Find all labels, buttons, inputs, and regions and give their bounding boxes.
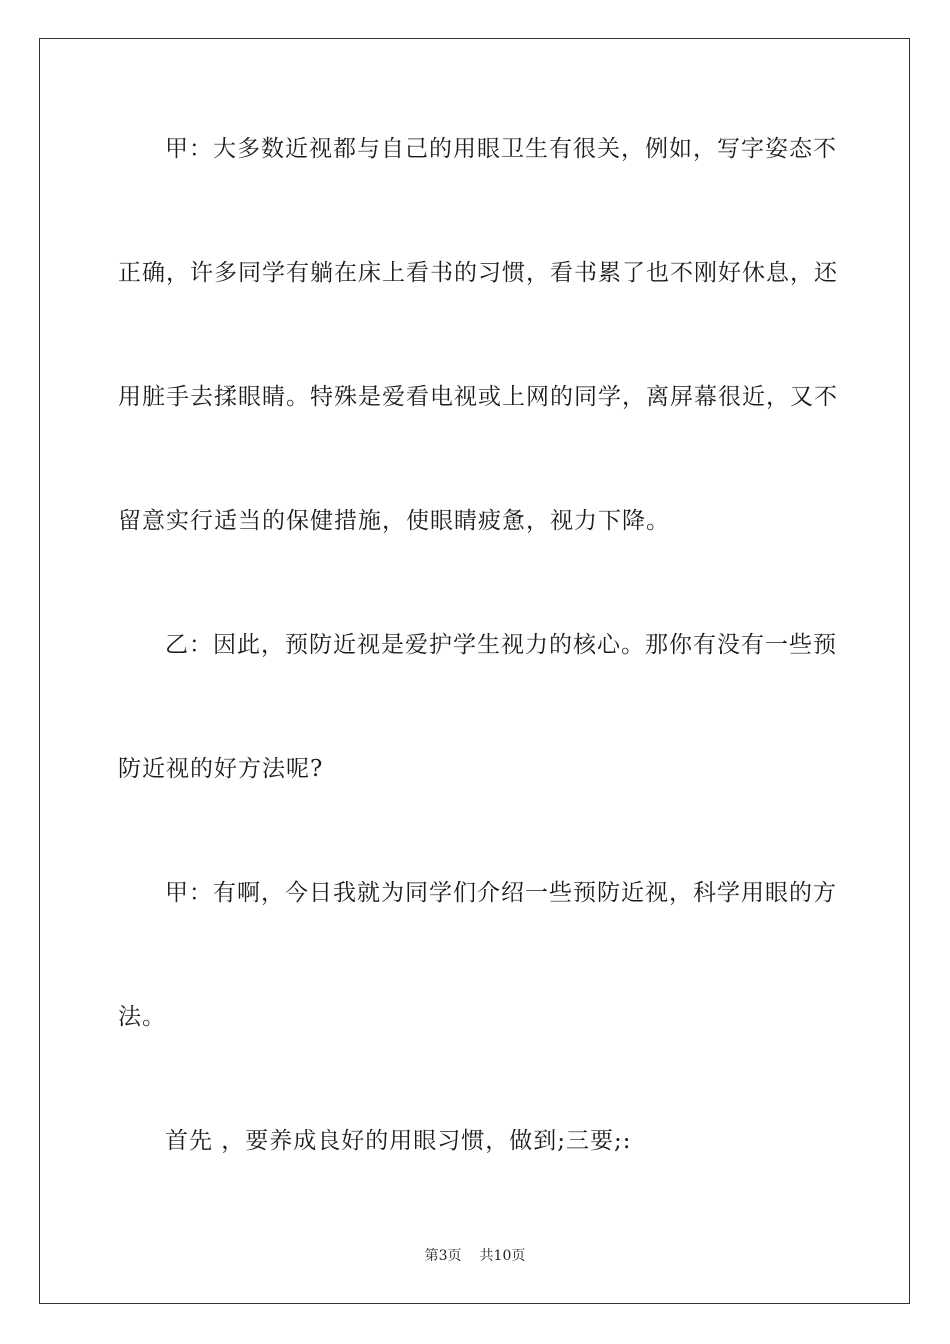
paragraph-line: 甲：大多数近视都与自己的用眼卫生有很关，例如，写字姿态不 [165,136,837,162]
paragraph-line: 正确，许多同学有躺在床上看书的习惯，看书累了也不刚好休息，还 [118,260,838,286]
paragraph-line: 法。 [118,1004,166,1030]
paragraph-line: 首先 ，要养成良好的用眼习惯，做到;三要;: [165,1128,632,1154]
paragraph-line: 用脏手去揉眼睛。特殊是爱看电视或上网的同学，离屏幕很近，又不 [118,384,838,410]
paragraph-line: 甲：有啊，今日我就为同学们介绍一些预防近视，科学用眼的方 [165,880,837,906]
page-border [39,38,910,1304]
paragraph-line: 防近视的好方法呢? [118,756,324,782]
page-number: 第3页 [424,1248,462,1264]
page-footer [0,1246,950,1266]
paragraph-line: 留意实行适当的保健措施，使眼睛疲惫，视力下降。 [118,508,670,534]
paragraph-line: 乙：因此，预防近视是爱护学生视力的核心。那你有没有一些预 [165,632,837,658]
page-total: 共10页 [479,1248,526,1264]
